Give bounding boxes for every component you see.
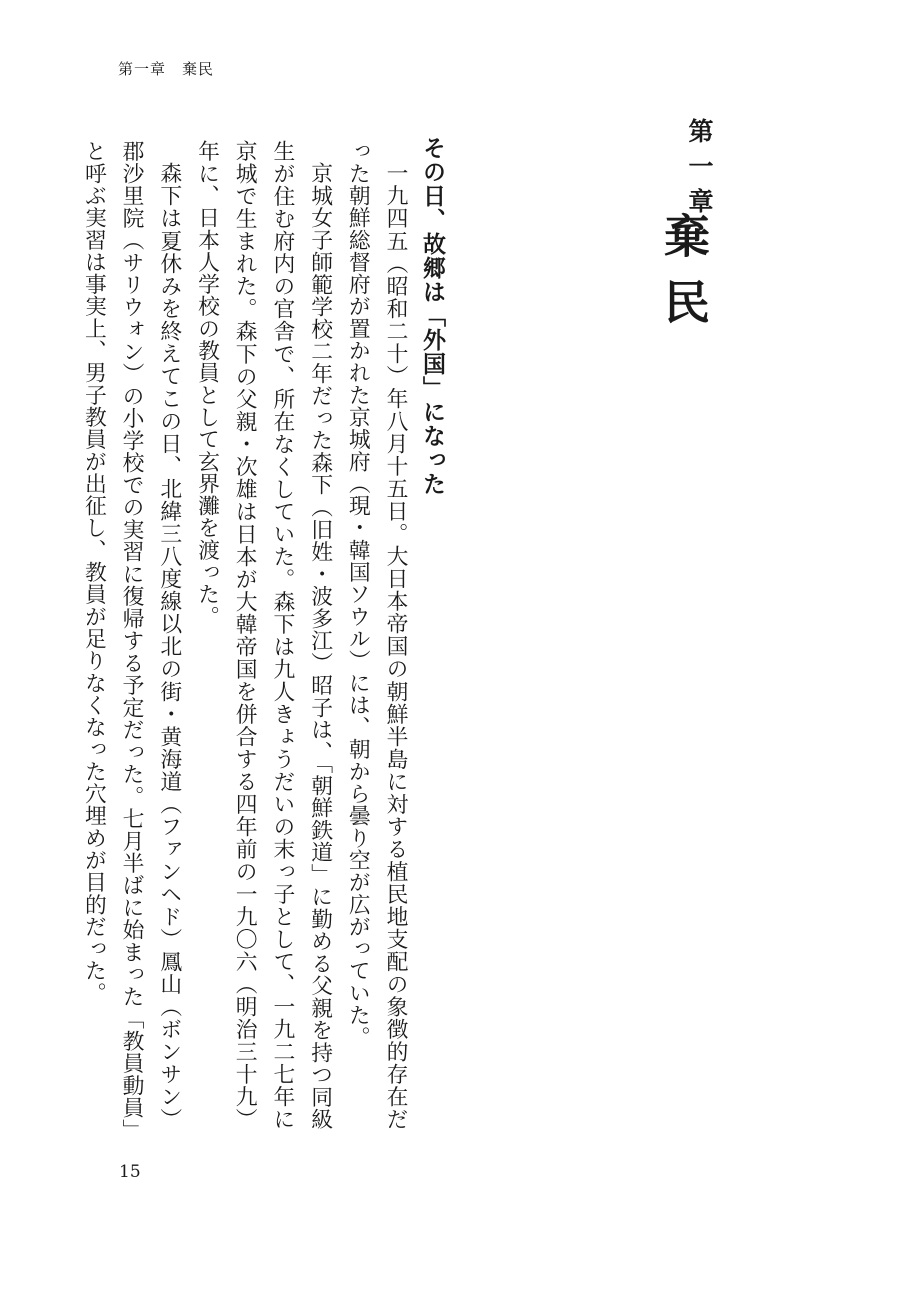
- chapter-title: 棄民: [657, 212, 711, 344]
- body-text: [75, 140, 414, 1130]
- running-head: 第一章 棄民: [118, 60, 215, 78]
- paragraph-2: 京城女子師範学校二年だった森下（旧姓・波多江）昭子は、「朝鮮鉄道」に勤める父親を持つ同級生が住む府内の官舎で、所在なくしていた。森下は九人きょうだいの末っ子として、一九二七年に京城で生まれた。森下の父親・次雄は日本が大韓帝国を併合する四年前の一九〇六（明治三十九）年に、日本人学校の教員として玄界灘を渡った。: [194, 140, 333, 1130]
- page-number: 15: [119, 1162, 141, 1182]
- section-heading: その日、故郷は「外国」になった: [419, 136, 446, 496]
- paragraph-3: 森下は夏休みを終えてこの日、北緯三八度線以北の街・黄海道（ファンヘド）鳳山（ボンサン）郡沙里院（サリウォン）の小学校での実習に復帰する予定だった。七月半ばに始まった「教員動員」と呼ぶ実習は事実上、男子教員が出征し、教員が足りなくなった穴埋めが目的だった。: [81, 140, 182, 1130]
- chapter-label: 第一章: [685, 118, 714, 223]
- paragraph-1: 一九四五（昭和二十）年八月十五日。大日本帝国の朝鮮半島に対する植民地支配の象徴的存在だった朝鮮総督府が置かれた京城府（現・韓国ソウル）には、朝から曇り空が広がっていた。: [345, 140, 408, 1130]
